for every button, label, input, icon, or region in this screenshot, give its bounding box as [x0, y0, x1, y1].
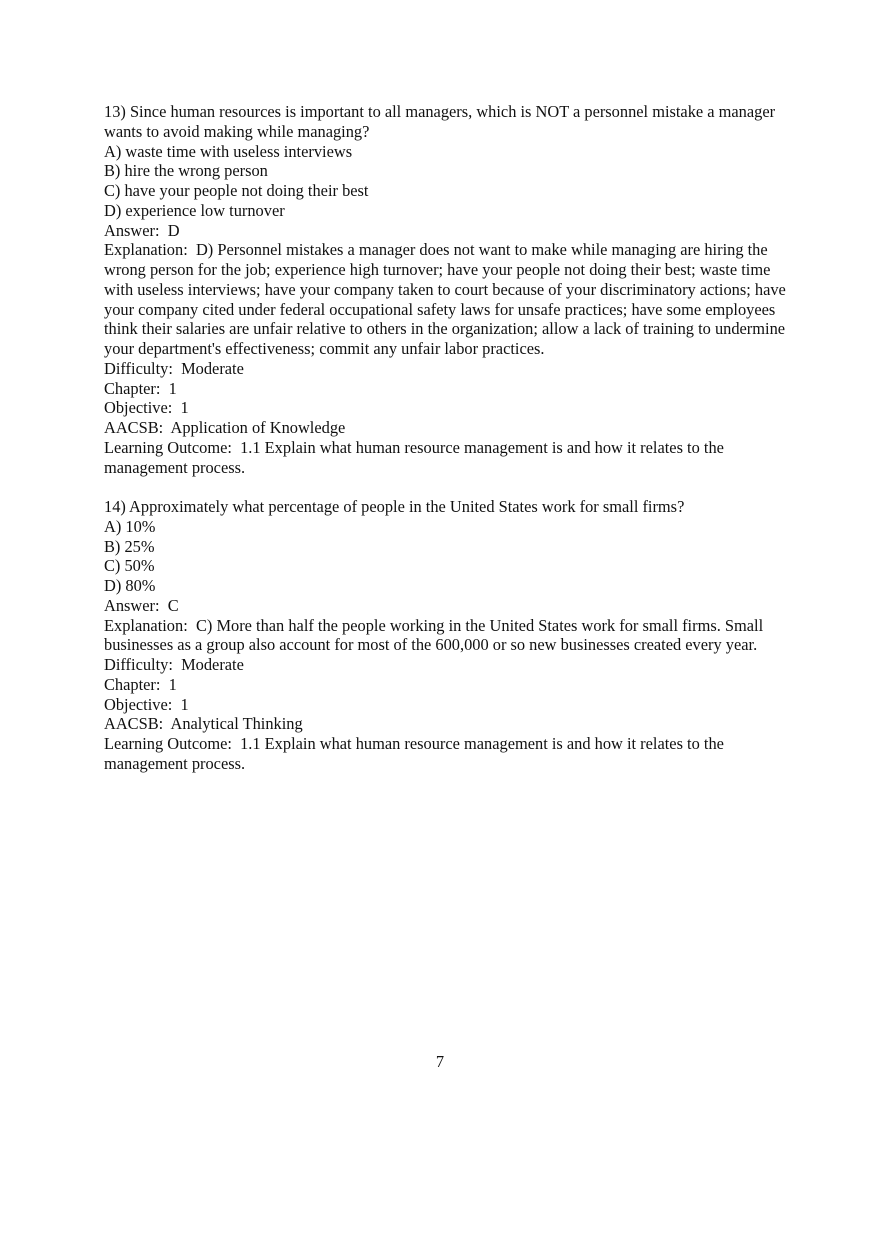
option-c: C) have your people not doing their best — [104, 181, 369, 200]
option-c: C) 50% — [104, 556, 155, 576]
document-page — [104, 102, 794, 774]
aacsb: AACSB: Analytical Thinking — [104, 714, 303, 734]
difficulty: Difficulty: Moderate — [104, 358, 244, 378]
difficulty: Difficulty: Moderate — [104, 655, 244, 674]
objective: Objective: 1 — [104, 694, 189, 714]
question-stem: 13) Since human resources is important to all managers, which is NOT a personnel mistake a manager wants to avoid making while managing? — [104, 102, 780, 141]
question-14 — [104, 497, 794, 774]
option-b: B) hire the wrong person — [104, 161, 268, 181]
chapter: Chapter: 1 — [104, 378, 177, 398]
answer: Answer: C — [104, 595, 179, 615]
objective: Objective: 1 — [104, 398, 189, 418]
explanation: Explanation: C) More than half the people working in the United States work for small firms. Small businesses as a group also account for most of the 600,000 or so new businesses created every year. — [104, 615, 768, 655]
chapter: Chapter: 1 — [104, 674, 177, 694]
answer: Answer: D — [104, 220, 180, 240]
explanation: Explanation: D) Personnel mistakes a manager does not want to make while managing are hiring the wrong person for the job; experience high turnover; have your people not doing their best; waste time with useless interviews; have your company taken to court because of your discriminatory actions; have your company cited under federal occupational safety laws for unsafe practices; have some employees think their salaries are unfair relative to others in the organization; allow a lack of training to undermine your department's effectiveness; commit any unfair labor practices. — [104, 240, 790, 358]
option-a: A) waste time with useless interviews — [104, 141, 353, 161]
option-b: B) 25% — [104, 536, 155, 556]
option-a: A) 10% — [104, 516, 156, 536]
learning-outcome: Learning Outcome: 1.1 Explain what human resource management is and how it relates to the management process. — [104, 734, 729, 773]
aacsb: AACSB: Application of Knowledge — [104, 418, 346, 437]
option-d: D) experience low turnover — [104, 200, 285, 220]
question-stem: 14) Approximately what percentage of people in the United States work for small firms? — [104, 497, 685, 516]
question-13 — [104, 102, 794, 477]
learning-outcome: Learning Outcome: 1.1 Explain what human resource management is and how it relates to the management process. — [104, 437, 729, 477]
page-number: 7 — [435, 1052, 445, 1071]
option-d: D) 80% — [104, 576, 156, 595]
